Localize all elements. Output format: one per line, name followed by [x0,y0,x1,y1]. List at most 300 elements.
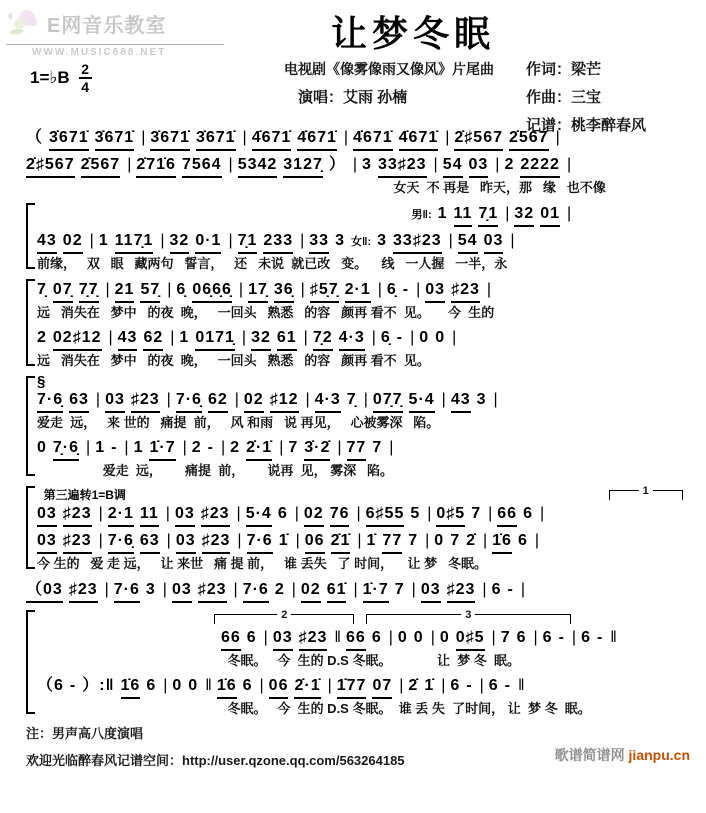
note-group: 7·6 [243,578,269,603]
note-group: 6 [242,677,253,694]
note-group: 11 [140,502,159,527]
note-group: 1̇ [366,532,377,549]
note-group: ♯23 [299,626,328,651]
note-group: 3 [362,156,372,173]
note-group: 17̣ [248,278,268,303]
note-group: 5·4 [246,502,272,527]
barline: ‖ [205,677,213,694]
lyrics-line: 前缘， 双 眼 藏两句 誓言， 还 未说 就已改 变。 线 一人握 一半，永 [37,256,508,271]
note-group: 7 [450,532,461,549]
lyricist-credit: 作词：梁芒 [526,61,602,78]
barline: | [237,532,243,549]
note-group: 03 [273,626,293,651]
note-group: 5·4 [409,388,435,413]
barline: | [98,505,104,522]
ending-bracket [366,609,572,624]
note-group: ♯23 [131,388,160,413]
barline: | [388,629,394,646]
note-group: 1̇ [424,677,435,694]
note-group: 0 [37,439,47,456]
note-group: 03 [421,578,441,603]
note-group: 3̇671̇ [49,126,89,151]
note-group: 2̇ [408,677,419,694]
note-group: 6 [246,629,257,646]
barline: | [141,129,147,146]
note-group: 0♯5 [456,626,485,651]
key-text: 1=♭B [30,68,70,87]
music-line [37,436,694,461]
barline: | [238,281,245,298]
note-group: 5 [410,505,421,522]
note-group: 32 [251,326,271,351]
note-group: 62 [143,326,163,351]
barline: | [127,156,133,173]
note-group: 03 [37,529,57,554]
barline: | [505,205,511,222]
note-group: 0 [419,329,430,346]
note-group: 07 [372,674,392,699]
note-group: 76 [330,502,350,527]
barline: | [89,232,95,249]
barline: | [539,505,546,522]
note-group: - [111,439,118,456]
barline: | [488,505,494,522]
note-group: 7̣ [37,281,47,298]
barline: | [566,156,573,173]
ending-number: 1 [639,486,653,495]
composer-credit: 作曲：三宝 [526,89,602,106]
note-group: 3̇671̇ [95,126,135,151]
note-group: 61 [277,326,297,351]
note-group: 2 [274,581,285,598]
barline: | [425,532,431,549]
note-group: 03 [469,153,489,178]
barline: | [493,391,499,408]
note-group: 2̇71̇6 [136,153,176,178]
note-group: 7·6̣ [108,529,134,554]
barline: | [433,156,439,173]
barline: | [327,677,333,694]
note-group: 03 [484,229,504,254]
note-group: 1 [437,205,448,222]
segno-mark: § [37,373,46,390]
barline: | [441,391,447,408]
note-group: 02 [244,388,264,413]
note-group: 117̣1 [115,229,154,254]
lyrics-line: 远 消失在 梦中 的夜 晚， 一回头 熟悉 的容 颜再 看不 见。 今 生的 [37,305,495,320]
note-group: 03 [37,502,57,527]
note-group: 07̣7̣ [373,388,403,413]
ending-number: 3 [461,610,475,619]
note-group: 2̇·1̇ [246,436,272,461]
note-group: 7̣7̣ [79,278,99,303]
lyrics-line: 爱走 远， 痛提 前， 说再 见， 雾深 陷。 [102,463,394,478]
note-group: 4̇671̇ [297,126,337,151]
note-group: 77 [382,529,402,554]
note-group: ♯23 [447,578,476,603]
note-group: 0·1 [195,229,221,254]
note-group: 1 [98,232,109,249]
note-group: 63 [69,388,89,413]
note-group: 02♯12 [53,326,102,351]
barline: ‖ [610,629,618,646]
barline: | [279,439,285,456]
note-group: 4̇671̇ [399,126,439,151]
qzone-url-link[interactable]: http://user.qzone.qq.com/563264185 [182,753,405,768]
modulation-label: 第三遍转1=B调 [43,488,126,502]
note-group: 1̇77 [337,674,367,699]
note-group: 1̇·7 [363,578,389,603]
barline: | [124,439,130,456]
note-group: 2·1 [108,502,134,527]
barline: | [259,677,265,694]
note-group: 7̣1 [478,202,498,227]
marker-row [37,609,694,626]
barline: | [441,677,447,694]
barline: | [228,232,234,249]
note-group: 61̇ [327,578,347,603]
barline: | [377,281,383,298]
note-group: 1̇6 [121,674,141,699]
barline: | [491,629,497,646]
time-bottom: 4 [81,79,90,95]
score-system [26,609,694,717]
barline: | [445,129,451,146]
performers-credit: 演唱：艾雨 孙楠 [298,89,408,106]
music-line [37,202,694,227]
note-group: 0 [439,629,450,646]
note-group: 4̇671̇ [252,126,292,151]
note-group: 3 [145,581,156,598]
music-line [37,229,694,254]
barline: | [162,581,168,598]
site-domain-link[interactable]: jianpu.cn [628,747,690,763]
barline: | [430,629,436,646]
note-group: 01 [540,202,560,227]
note-group: （6 [37,677,64,694]
note-group: 1̇6 [217,674,237,699]
barline: | [263,629,269,646]
barline: | [389,439,395,456]
note-group: 5342 [238,153,278,178]
note-group: 2 [230,439,241,456]
lyrics-line: 女天 不 再是 昨天，那 缘 也不像 [393,180,606,195]
note-group: 03 [425,278,445,303]
note-group: - [207,439,214,456]
note-group: 7 [408,532,419,549]
barline: | [160,232,166,249]
barline: | [221,439,227,456]
note-group: 1 [179,329,190,346]
header [0,0,706,134]
score-system [26,485,694,572]
music-line [37,626,694,651]
note-group: 2̇567 [509,126,549,151]
barline: | [105,281,111,298]
note-group: 6̣ [176,281,187,298]
barline: | [448,232,454,249]
note-group: 1̇6 [492,529,512,554]
note-group: 7 [500,629,511,646]
barline: | [233,581,239,598]
note-group: ♯23 [198,578,227,603]
note-group: - [69,677,77,694]
note-group: ）:‖ [82,677,115,694]
logo-url: WWW.MUSIC888.NET [32,47,167,58]
note-group: 6 [516,629,527,646]
note-group: 2̇567 [81,153,121,178]
score-system [26,126,694,196]
score-system [26,278,694,369]
barline: | [108,329,114,346]
note-group: - [558,629,565,646]
note-group: - [596,629,604,646]
note-group: 11 [454,202,473,227]
performance-note: 注：男声高八度演唱 [26,726,144,741]
barline: | [305,391,311,408]
note-group: 02 [301,578,321,603]
note-group: 7 [372,439,383,456]
note-group: 2·1 [345,278,371,303]
note-group: 0♯5 [436,502,465,527]
barline: | [86,439,92,456]
note-group: 6 [581,629,591,646]
note-group: 3 [335,232,345,249]
barline: | [337,439,343,456]
note-group: 2̇♯567 [26,153,75,178]
logo-title: E网音乐教室 [47,14,167,37]
note-group: 7̣1 [238,229,258,254]
note-group: 77 [347,436,367,461]
barline: | [291,581,297,598]
barline: | [356,505,362,522]
barline: | [182,439,188,456]
barline: | [300,281,306,298]
note-group: 33 [309,229,329,254]
barline: | [483,532,489,549]
note-group: - [507,581,514,598]
note-group: 3127̣ [283,153,323,178]
barline: | [241,329,248,346]
note-group: 06 [305,529,325,554]
barline: ‖ [334,629,343,646]
barline: | [555,129,561,146]
note-group: ♯23 [451,278,480,303]
barline: | [571,629,578,646]
note-group: 6 [517,532,528,549]
note-group: 2222 [520,153,560,178]
barline: | [294,505,300,522]
note-group: 03 [105,388,125,413]
note-group: 4·3 [315,388,341,413]
note-group: ♯23 [63,502,92,527]
note-group: 6 [491,581,502,598]
time-top: 2 [81,61,90,77]
note-group: 43 [451,388,471,413]
note-group: ♯5̣7̣ [310,278,339,303]
song-title: 让梦冬眠 [330,13,495,54]
voice-label: 女‖: [350,236,372,248]
note-group: 66 [221,626,241,651]
note-group: 6̣ [386,281,397,298]
note-group: 06̣6̣6̣ [192,278,232,303]
score-system [26,578,694,603]
note-group: 7̣2 [313,326,333,351]
note-group: 02 [304,502,324,527]
lyrics-line: 爱走 远， 来 世的 痛提 前， 风 和雨 说 再见， 心被雾深 陷。 [37,415,440,430]
music-line [37,388,694,413]
note-group: 233 [263,229,293,254]
barline: | [234,391,240,408]
barline: | [534,532,541,549]
note-group: 32 [514,202,534,227]
lyrics-line: 今 生的 爱 走 远， 让 来世 痛 提 前， 谁 丢失 了 时间， 让 梦 冬眠。 [37,556,487,571]
barline: | [98,532,104,549]
note-group: 2̇·1̇ [294,674,320,699]
barline: | [533,629,539,646]
note-group: 4̇671̇ [353,126,393,151]
score-system [26,202,694,272]
barline: | [411,581,417,598]
note-group: 57̣ [140,278,160,303]
note-group: 7̣ [346,391,357,408]
note-group: ） [328,156,346,173]
note-group: 43 [37,229,57,254]
key-signature [30,62,92,94]
voice-label: 男‖: [411,209,432,221]
note-group: 7 [394,581,405,598]
note-group: 1̇ [278,532,289,549]
footer [0,723,706,769]
note-group: （ [26,129,44,146]
barline: | [416,281,422,298]
note-group: 3̇·2̇ [304,436,330,461]
note-group: 6 [371,629,382,646]
ending-bracket [214,609,354,624]
note-group: 7·6̣ [176,388,202,413]
marker-row [37,485,694,502]
logo [6,8,224,58]
barline: | [371,329,377,346]
note-group: 62 [208,388,228,413]
barline: | [236,505,242,522]
note-group: 7 [288,439,299,456]
note-group: 2̇1̇ [331,529,351,554]
note-group: ♯23 [63,529,92,554]
note-group: ♯23 [69,578,98,603]
note-group: 7·6 [247,529,273,554]
ending-number: 2 [277,610,291,619]
note-group: - [402,281,410,298]
note-group: 54 [458,229,478,254]
site-credit [555,745,690,765]
barline: | [363,391,369,408]
lyrics-line: 远 消失在 梦中 的夜 晚， 一回头 熟悉 的容 颜再 看不 见。 [37,353,430,368]
barline: | [163,677,169,694]
barline: | [510,232,516,249]
note-group: 0 [434,532,445,549]
barline: | [567,205,573,222]
note-group: 1 [133,439,144,456]
barline: | [165,505,171,522]
music-line [37,502,694,527]
barline: | [410,329,416,346]
barline: | [520,581,526,598]
barline: | [166,532,172,549]
note-group: 6 [450,677,461,694]
barline: | [479,677,485,694]
note-group: 6 [488,677,499,694]
barline: | [167,281,173,298]
note-group: 1 [95,439,106,456]
note-group: 3̇671̇ [196,126,236,151]
logo-row [6,8,224,45]
note-group: ♯12 [270,388,299,413]
note-group: 03 [175,502,195,527]
note-group: 63 [140,529,160,554]
note-group: - [396,329,404,346]
note-group: 0 [172,677,183,694]
note-group: ♯23 [201,502,230,527]
note-group: 7·6 [114,578,140,603]
note-group: 6 [523,505,533,522]
note-group: 2 [37,329,47,346]
note-group: 43 [118,326,138,351]
note-group: - [466,677,473,694]
note-group: 7·6̣ [37,388,63,413]
barline: | [486,281,493,298]
barline: | [343,129,350,146]
score-system [26,375,694,479]
music-line [37,529,694,554]
barline: | [495,156,501,173]
note-group: 54 [443,153,463,178]
note-group: 66 [346,626,366,651]
barline: | [452,329,458,346]
lyrics-line: 冬眠。 今 生的 D.S 冬眠。 谁 丢 失 了时间， 让 梦 冬 眠。 [227,701,591,716]
note-group: ♯23 [202,529,231,554]
note-group: 36̣ [274,278,294,303]
barline: | [352,156,359,173]
barline: | [399,677,405,694]
song-subtitle: 电视剧《像雾像雨又像风》片尾曲 [284,60,494,77]
barline: | [357,532,363,549]
note-group: 1̇·7 [149,436,175,461]
note-group: 2̇♯567 [454,126,503,151]
barline: | [427,505,433,522]
barline: | [170,329,176,346]
lyrics-line: 冬眠。 今 生的 D.S 冬眠。 让 梦 冬 眠。 [227,653,521,668]
note-group: 33♯23 [378,153,427,178]
note-group: 7564 [182,153,222,178]
note-group: 6̣ [380,329,391,346]
score [0,124,706,717]
transcriber-credit: 记谱：桃李醉春风 [526,117,647,134]
note-group: 6♯55 [366,502,405,527]
note-group: 7̣·6̣ [53,436,79,461]
barline: ‖ [518,677,526,694]
note-group: 21 [115,278,135,303]
note-group: 0171̣ [195,326,235,351]
welcome-text: 欢迎光临醉春风记谱空间： [26,753,183,768]
flower-icon [6,8,44,38]
music-line [26,578,694,603]
note-group: 06 [269,674,289,699]
note-group: 2̇ [466,532,476,549]
note-group: 6 [542,629,553,646]
music-line [37,278,694,303]
note-group: 6 [146,677,157,694]
